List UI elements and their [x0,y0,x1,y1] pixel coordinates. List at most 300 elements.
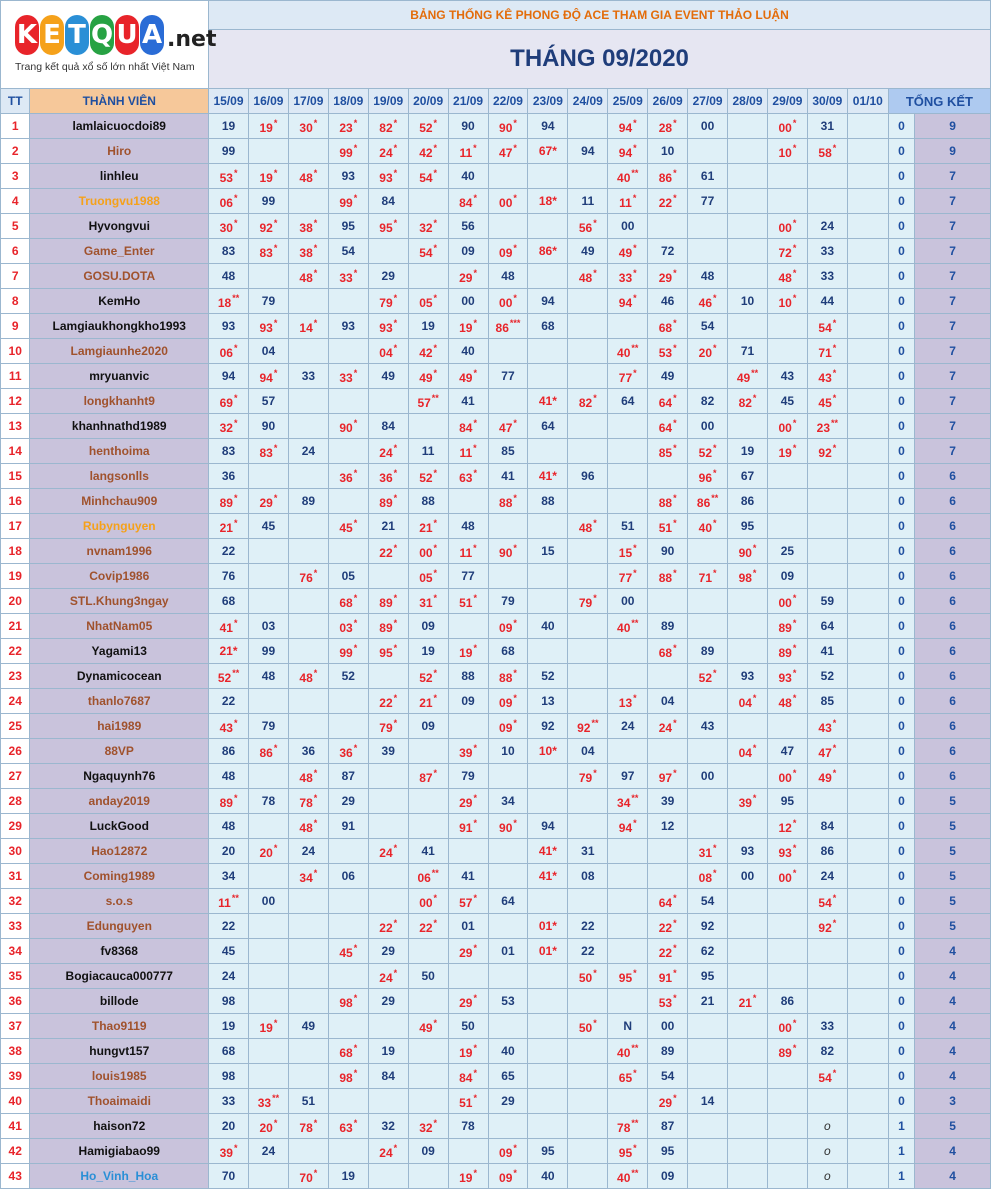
star-mark: * [313,667,318,678]
star-mark: * [552,944,557,958]
day-value: 78 [299,795,313,810]
member-name[interactable]: hai1989 [30,714,209,739]
day-value: 85 [501,444,515,458]
day-cell [648,1014,688,1039]
day-value: 85 [820,694,835,708]
day-value: 32 [381,1119,395,1133]
day-value: 48 [299,820,313,835]
member-name[interactable]: henthoima [30,439,209,464]
star-mark: * [593,267,597,278]
day-value: 84 [459,1070,473,1085]
day-cell [807,839,847,864]
member-name[interactable]: Rubynguyen [30,514,209,539]
day-cell [767,389,807,414]
day-value: 09 [660,1169,675,1183]
day-cell [408,439,448,464]
day-cell [728,339,768,364]
day-cell [248,539,288,564]
day-cell [209,189,249,214]
day-cell [368,264,408,289]
member-name[interactable]: NhatNam05 [30,614,209,639]
member-name[interactable]: 88VP [30,739,209,764]
day-value: 70 [299,1170,313,1185]
day-cell [328,814,368,839]
day-cell [209,414,249,439]
star-mark: * [713,292,717,303]
total-count-a: 0 [888,564,914,589]
day-cell [728,939,768,964]
day-cell [248,689,288,714]
ketqua-logo[interactable] [15,7,217,82]
total-count-b: 9 [915,139,991,164]
day-cell [368,214,408,239]
day-value: 86 [820,844,835,858]
day-cell [248,789,288,814]
day-value: 21 [419,695,433,710]
day-cell [767,1039,807,1064]
logo-letter-k: K [15,15,39,55]
day-value: 63 [339,1120,353,1135]
day-cell [328,314,368,339]
day-value: 36 [301,744,316,758]
day-value: 38 [299,220,313,235]
row-number: 25 [1,714,30,739]
table-row [1,264,991,289]
day-cell [448,714,488,739]
member-name[interactable]: KemHo [30,289,209,314]
day-cell [488,589,528,614]
day-cell [568,514,608,539]
day-value: 71 [740,344,755,358]
day-cell [408,514,448,539]
member-name[interactable]: Bogiacauca000777 [30,964,209,989]
day-cell [728,139,768,164]
day-cell [807,714,847,739]
day-value: 00 [778,420,792,435]
star-mark: * [353,992,358,1003]
star-mark: ** [631,617,639,628]
day-cell [528,239,568,264]
day-value: 93 [259,320,273,335]
row-number: 41 [1,1114,30,1139]
star-mark: * [633,367,637,378]
day-cell [608,1039,648,1064]
star-mark: * [313,317,318,328]
day-value: 95 [780,794,795,808]
total-count-a: 1 [888,1164,914,1189]
day-value: 89 [379,595,393,610]
row-number: 37 [1,1014,30,1039]
day-value: 93 [221,319,236,333]
day-value: 52 [419,470,433,485]
day-cell [728,514,768,539]
table-row [1,389,991,414]
day-cell [648,989,688,1014]
day-value: 49 [381,369,395,383]
day-cell [448,114,488,139]
day-cell [688,1064,728,1089]
row-number: 30 [1,839,30,864]
day-value: 48 [778,270,792,285]
day-cell [767,1064,807,1089]
day-cell [807,164,847,189]
day-value: 50 [578,970,593,985]
day-value: 41 [501,469,515,483]
day-cell [288,739,328,764]
day-cell [568,289,608,314]
total-count-a: 0 [888,164,914,189]
day-cell [448,1164,488,1189]
day-cell [648,664,688,689]
day-cell [209,739,249,764]
day-value: 99 [261,194,276,208]
day-value: 11 [421,444,435,458]
member-name[interactable]: Thoaimaidi [30,1089,209,1114]
day-cell [767,339,807,364]
day-value: 94 [259,370,273,385]
star-mark: * [552,869,557,883]
day-cell [728,414,768,439]
member-name[interactable]: fv8368 [30,939,209,964]
day-cell [688,914,728,939]
day-value: 48 [461,519,475,533]
day-cell [408,1039,448,1064]
day-cell [328,789,368,814]
day-value: 86 [221,744,236,758]
day-cell [608,614,648,639]
member-name[interactable]: linhleu [30,164,209,189]
day-value: 99 [339,645,353,660]
day-value: 43 [818,720,832,735]
member-name[interactable]: GOSU.DOTA [30,264,209,289]
member-name[interactable]: haison72 [30,1114,209,1139]
day-cell [847,539,888,564]
member-name[interactable]: s.o.s [30,889,209,914]
member-name[interactable]: Hao12872 [30,839,209,864]
day-cell [209,689,249,714]
day-value: 99 [339,195,353,210]
star-mark: * [393,917,398,928]
day-cell [288,564,328,589]
day-cell [648,389,688,414]
day-cell [568,689,608,714]
day-cell [248,239,288,264]
day-cell [368,589,408,614]
day-value: 33 [339,370,353,385]
day-value: 95 [740,519,755,533]
member-name[interactable]: Yagami13 [30,639,209,664]
day-cell [328,714,368,739]
day-value: 08 [581,869,595,883]
star-mark: * [593,767,597,778]
day-value: 04 [738,695,752,710]
star-mark: * [633,267,637,278]
member-name[interactable]: lamlaicuocdoi89 [30,114,209,139]
day-cell [408,564,448,589]
day-value: 45 [261,519,276,533]
star-mark: * [393,467,398,478]
day-cell [448,989,488,1014]
member-name[interactable]: Lamgiaunhe2020 [30,339,209,364]
star-mark: * [792,267,797,278]
member-name[interactable]: Ngaquynh76 [30,764,209,789]
member-name[interactable]: longkhanht9 [30,389,209,414]
member-name[interactable]: STL.Khung3ngay [30,589,209,614]
day-cell [368,1039,408,1064]
day-cell [488,664,528,689]
day-cell [688,464,728,489]
star-mark: * [792,242,797,253]
day-value: 20 [698,345,712,360]
total-count-a: 0 [888,789,914,814]
table-row [1,789,991,814]
day-cell [728,539,768,564]
day-value: 70 [221,1169,236,1183]
star-mark: * [353,417,358,428]
day-value: 64 [621,394,635,408]
total-count-a: 0 [888,889,914,914]
day-cell [728,389,768,414]
day-value: 51 [301,1094,316,1108]
day-cell [847,614,888,639]
day-cell [368,814,408,839]
member-name[interactable]: billode [30,989,209,1014]
member-name[interactable]: Truongvu1988 [30,189,209,214]
day-cell [328,614,368,639]
day-cell [568,939,608,964]
day-value: 33 [820,1019,835,1033]
day-value: 71 [698,570,712,585]
day-value: 36 [339,745,353,760]
day-value: 45 [818,395,832,410]
day-value: 00 [700,769,715,783]
table-row [1,114,991,139]
member-name[interactable]: Hamigiabao99 [30,1139,209,1164]
day-cell [288,489,328,514]
member-name[interactable]: Dynamicocean [30,664,209,689]
day-cell [528,689,568,714]
day-cell [807,439,847,464]
member-name[interactable]: hungvt157 [30,1039,209,1064]
member-name[interactable]: nvnam1996 [30,539,209,564]
day-value: 83 [259,445,273,460]
member-name[interactable]: Hyvongvui [30,214,209,239]
star-mark: ** [631,792,639,803]
member-name[interactable]: Ho_Vinh_Hoa [30,1164,209,1189]
star-mark: * [433,567,438,578]
day-cell [568,189,608,214]
row-number: 17 [1,514,30,539]
day-value: 72 [660,244,675,258]
day-cell [568,539,608,564]
day-cell [608,914,648,939]
day-cell [568,564,608,589]
day-cell [248,614,288,639]
day-value: 04 [738,745,752,760]
table-row [1,1064,991,1089]
day-value: 10 [501,744,515,758]
star-mark: * [233,1142,238,1153]
day-value: 51 [459,1095,473,1110]
day-cell [528,439,568,464]
day-cell [328,1014,368,1039]
star-mark: * [313,817,318,828]
member-name[interactable]: Hiro [30,139,209,164]
star-mark: * [673,267,677,278]
day-cell [568,1114,608,1139]
day-cell [648,864,688,889]
day-value: 83 [221,444,236,458]
day-cell [608,814,648,839]
day-cell [767,1014,807,1039]
header-date: 29/09 [767,89,807,114]
day-cell [648,339,688,364]
star-mark: * [473,1092,477,1103]
star-mark: * [633,142,637,153]
day-cell [448,139,488,164]
day-cell [807,314,847,339]
day-cell [648,639,688,664]
member-name[interactable]: Game_Enter [30,239,209,264]
member-name[interactable]: Edunguyen [30,914,209,939]
day-value: 10 [660,144,675,158]
table-row [1,814,991,839]
day-value: 52 [341,669,355,683]
day-cell [608,564,648,589]
day-cell [847,889,888,914]
day-cell [847,964,888,989]
day-value: 52 [541,669,555,683]
day-cell [568,764,608,789]
day-cell [448,964,488,989]
day-cell [408,1114,448,1139]
member-name[interactable]: mryuanvic [30,364,209,389]
day-cell [688,589,728,614]
day-value: 95 [618,1145,633,1160]
day-cell [568,439,608,464]
total-count-b: 7 [915,364,991,389]
table-row [1,364,991,389]
star-mark: * [353,1042,358,1053]
star-mark: * [393,342,398,353]
member-name[interactable]: Lamgiaukhongkho1993 [30,314,209,339]
day-cell [767,239,807,264]
day-cell [488,989,528,1014]
day-cell [767,1089,807,1114]
member-name[interactable]: Covip1986 [30,564,209,589]
day-cell [488,689,528,714]
day-cell [528,1014,568,1039]
day-cell [209,339,249,364]
day-cell [408,239,448,264]
day-cell [608,239,648,264]
day-cell [248,1089,288,1114]
star-mark: * [473,742,477,753]
day-cell [528,939,568,964]
total-count-a: 0 [888,214,914,239]
day-cell [368,114,408,139]
total-count-b: 7 [915,214,991,239]
day-value: 68 [339,595,353,610]
day-cell [728,1089,768,1114]
total-count-b: 6 [915,664,991,689]
day-value: 78 [617,1120,631,1135]
day-value: 71 [818,345,832,360]
day-cell [728,214,768,239]
day-cell [368,239,408,264]
day-value: 19 [421,644,435,658]
day-cell [767,814,807,839]
header-date: 27/09 [688,89,728,114]
day-cell [488,314,528,339]
star-mark: * [433,667,438,678]
member-name[interactable]: langsonlls [30,464,209,489]
day-value: 00 [499,295,513,310]
member-name[interactable]: LuckGood [30,814,209,839]
day-cell [767,1114,807,1139]
day-cell [209,789,249,814]
day-value: 41 [538,869,553,883]
day-value: 99 [339,145,353,160]
day-value: 54 [818,1070,832,1085]
star-mark: * [353,367,358,378]
member-name[interactable]: khanhnathd1989 [30,414,209,439]
star-mark: * [633,1142,637,1153]
day-cell [568,1014,608,1039]
day-value: 10 [778,295,792,310]
member-name[interactable]: Thao9119 [30,1014,209,1039]
day-cell [248,589,288,614]
day-cell [847,789,888,814]
day-cell [488,389,528,414]
member-name[interactable]: Coming1989 [30,864,209,889]
day-cell [288,714,328,739]
member-name[interactable]: Minhchau909 [30,489,209,514]
star-mark: * [473,817,477,828]
star-mark: * [792,1017,797,1028]
day-value: 94 [581,144,595,158]
day-cell [608,889,648,914]
day-value: 54 [818,895,832,910]
day-value: 68 [541,319,555,333]
day-value: 40 [461,344,475,358]
day-cell [209,589,249,614]
day-cell [408,1064,448,1089]
day-cell [847,1014,888,1039]
day-cell [807,489,847,514]
day-cell [767,539,807,564]
day-cell [488,514,528,539]
day-value: 86 [696,495,711,510]
day-value: 24 [658,720,673,735]
day-value: 31 [698,845,712,860]
member-name[interactable]: louis1985 [30,1064,209,1089]
star-mark: ** [232,667,240,678]
header-date: 26/09 [648,89,688,114]
member-name[interactable]: thanlo7687 [30,689,209,714]
day-cell [807,364,847,389]
day-value: 52 [419,120,433,135]
day-cell [807,289,847,314]
member-name[interactable]: anday2019 [30,789,209,814]
day-value: 04 [379,345,393,360]
table-row [1,639,991,664]
day-cell [328,164,368,189]
star-mark: * [792,642,797,653]
day-cell [209,1089,249,1114]
day-cell [728,189,768,214]
day-cell [328,664,368,689]
